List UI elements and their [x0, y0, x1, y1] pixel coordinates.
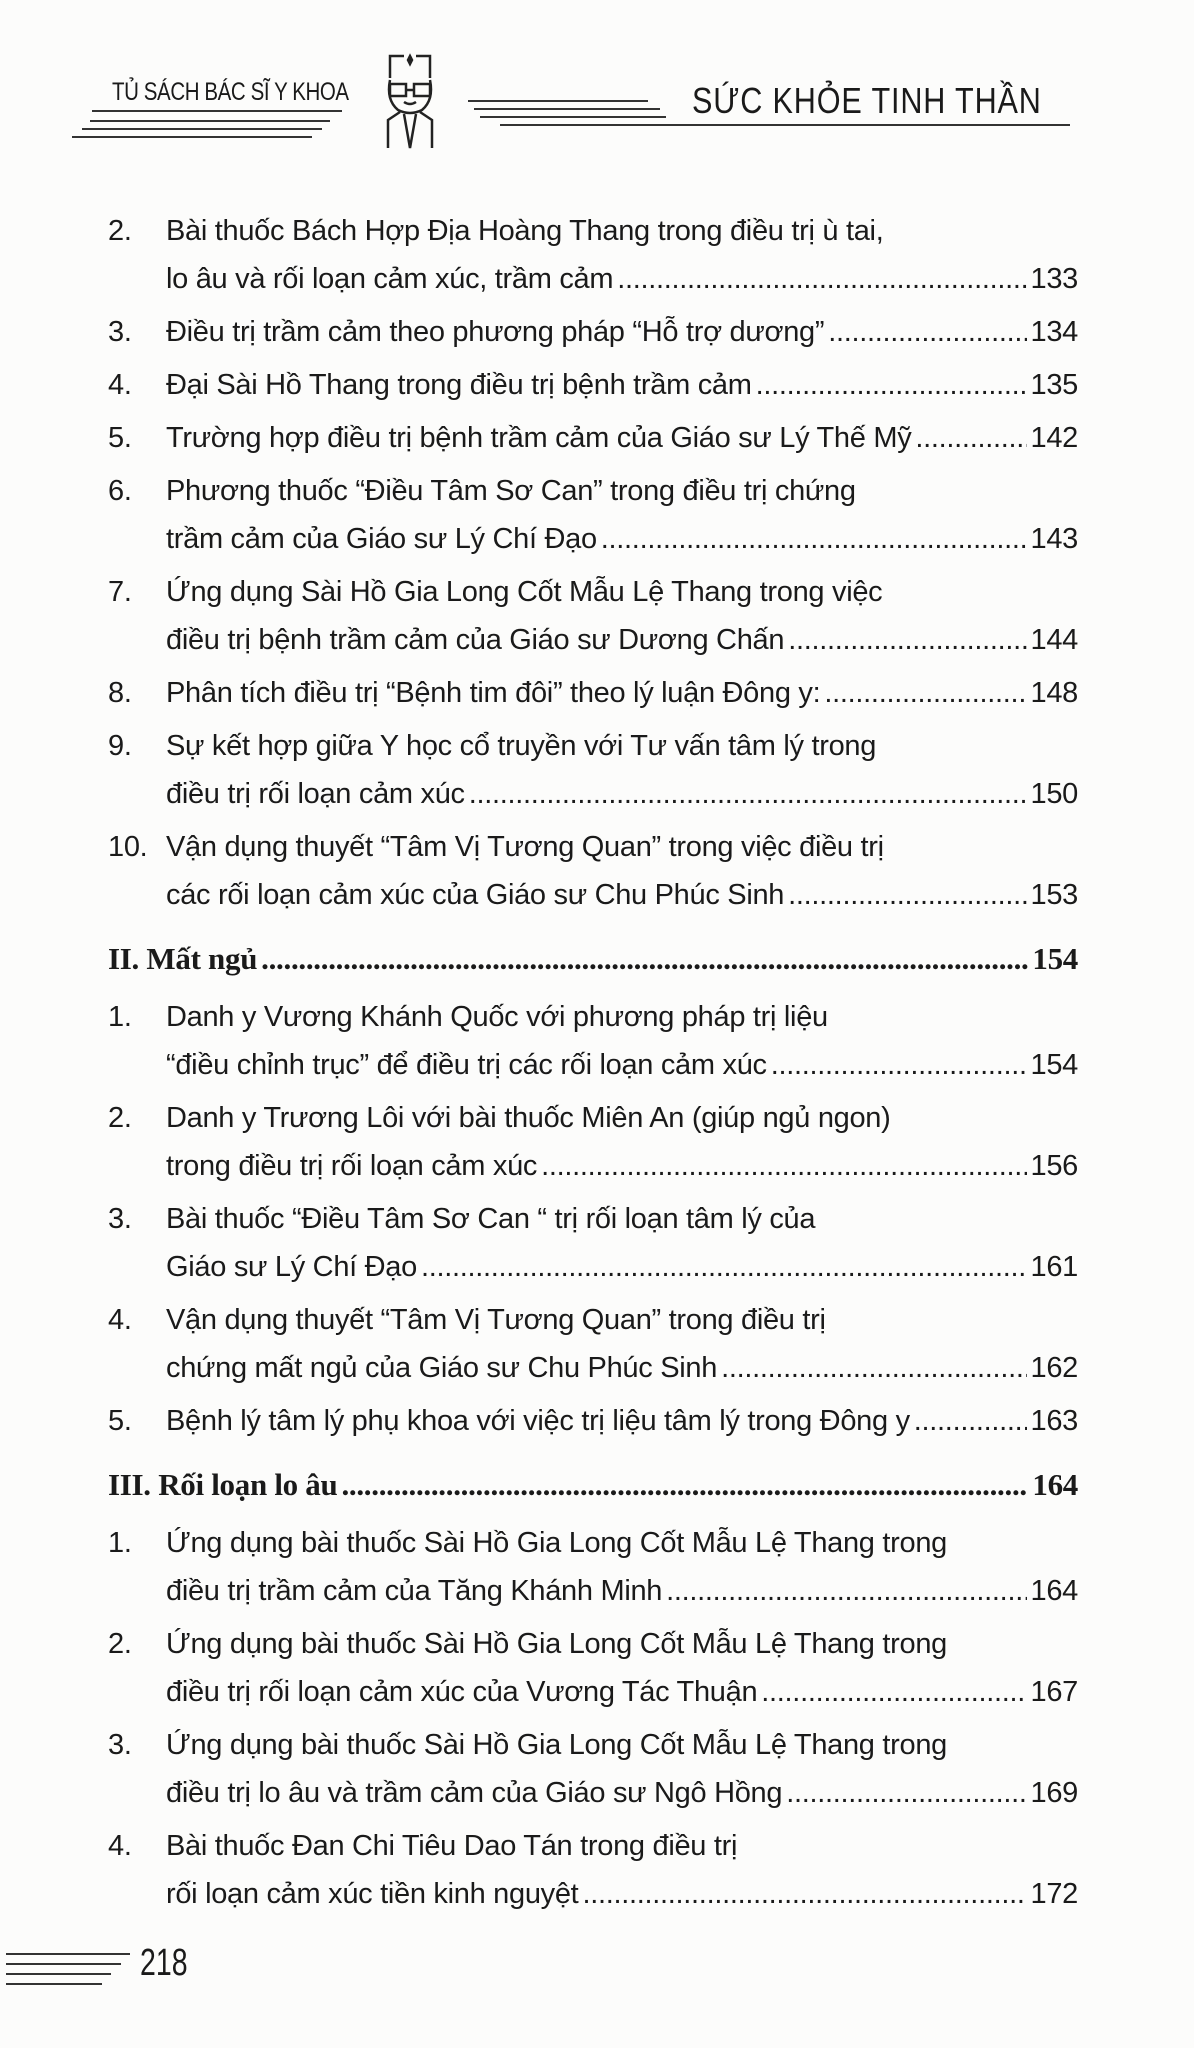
entry-text: điều trị lo âu và trầm cảm của Giáo sư Ngô Hồng	[166, 1777, 783, 1809]
toc-entry	[108, 1620, 1078, 1716]
entry-text: Sự kết hợp giữa Y học cổ truyền với Tư vấn tâm lý trong	[166, 730, 877, 762]
toc-line	[108, 255, 1078, 303]
page-ref: 144	[1030, 624, 1078, 656]
toc-entry	[108, 1195, 1078, 1291]
entry-number: 6.	[108, 475, 132, 507]
entry-number: 2.	[108, 1102, 132, 1134]
header-rule	[92, 110, 342, 112]
toc-line	[108, 1620, 1078, 1668]
dot-leader	[915, 414, 1026, 462]
entry-text: Bệnh lý tâm lý phụ khoa với việc trị liệu tâm lý trong Đông y	[166, 1405, 910, 1437]
entry-number: 4.	[108, 1304, 132, 1336]
page-ref: 150	[1030, 778, 1078, 810]
toc-line	[108, 1195, 1078, 1243]
entry-number: 2.	[108, 215, 132, 247]
toc-line	[108, 669, 1078, 717]
entry-number: 3.	[108, 1203, 132, 1235]
page-ref: 164	[1030, 1575, 1078, 1607]
toc-line	[108, 1822, 1078, 1870]
book-title: SỨC KHỎE TINH THẦN	[692, 80, 1042, 121]
toc-entry	[108, 308, 1078, 356]
page-ref: 167	[1030, 1676, 1078, 1708]
page-ref: 161	[1030, 1251, 1078, 1283]
table-of-contents	[108, 202, 1078, 1918]
entry-text: điều trị rối loạn cảm xúc của Vương Tác Thuận	[166, 1676, 758, 1708]
dot-leader	[914, 1397, 1027, 1445]
entry-text: Trường hợp điều trị bệnh trầm cảm của Giáo sư Lý Thế Mỹ	[166, 422, 912, 454]
entry-text: trầm cảm của Giáo sư Lý Chí Đạo	[166, 523, 597, 555]
footer-rule	[6, 1973, 111, 1975]
dot-leader	[582, 1870, 1026, 1918]
toc-section-heading	[108, 931, 1078, 987]
toc-line	[108, 616, 1078, 664]
entry-text: Bài thuốc Bách Hợp Địa Hoàng Thang trong điều trị ù tai,	[166, 215, 884, 247]
dot-leader	[341, 1457, 1028, 1513]
toc-line	[108, 1870, 1078, 1918]
header-rule	[480, 116, 666, 118]
toc-line	[108, 823, 1078, 871]
doctor-logo-icon	[378, 50, 442, 150]
entry-text: Đại Sài Hồ Thang trong điều trị bệnh trầm cảm	[166, 369, 752, 401]
footer-rule	[6, 1963, 121, 1965]
toc-line	[108, 871, 1078, 919]
entry-text: Bài thuốc Đan Chi Tiêu Dao Tán trong điều trị	[166, 1830, 738, 1862]
section-title: II. Mất ngủ	[108, 941, 258, 976]
dot-leader	[721, 1344, 1026, 1392]
entry-number: 8.	[108, 677, 132, 709]
entry-text: Ứng dụng bài thuốc Sài Hồ Gia Long Cốt Mẫu Lệ Thang trong	[166, 1628, 947, 1660]
entry-number: 1.	[108, 1527, 132, 1559]
toc-line	[108, 722, 1078, 770]
entry-text: điều trị trầm cảm của Tăng Khánh Minh	[166, 1575, 663, 1607]
toc-entry	[108, 993, 1078, 1089]
entry-number: 7.	[108, 576, 132, 608]
toc-line	[108, 993, 1078, 1041]
series-title: TỦ SÁCH BÁC SĨ Y KHOA	[112, 78, 349, 106]
entry-text: Bài thuốc “Điều Tâm Sơ Can “ trị rối loạn tâm lý của	[166, 1203, 816, 1235]
page-ref: 135	[1030, 369, 1078, 401]
toc-line	[108, 1721, 1078, 1769]
dot-leader	[469, 770, 1027, 818]
toc-entry	[108, 207, 1078, 303]
entry-text: chứng mất ngủ của Giáo sư Chu Phúc Sinh	[166, 1352, 718, 1384]
header-rule	[468, 100, 648, 102]
entry-number: 4.	[108, 1830, 132, 1862]
toc-line	[108, 1041, 1078, 1089]
toc-entry	[108, 1397, 1078, 1445]
toc-line	[108, 1094, 1078, 1142]
dot-leader	[788, 871, 1026, 919]
entry-text: “điều chỉnh trục” để điều trị các rối loạn cảm xúc	[166, 1049, 767, 1081]
entry-text: Điều trị trầm cảm theo phương pháp “Hỗ trợ dương”	[166, 316, 825, 348]
toc-line	[108, 1296, 1078, 1344]
dot-leader	[824, 669, 1026, 717]
dot-leader	[771, 1041, 1027, 1089]
entry-number: 3.	[108, 1729, 132, 1761]
entry-number: 5.	[108, 1405, 132, 1437]
toc-entry	[108, 361, 1078, 409]
entry-number: 5.	[108, 422, 132, 454]
entry-number: 1.	[108, 1001, 132, 1033]
entry-text: Ứng dụng bài thuốc Sài Hồ Gia Long Cốt Mẫu Lệ Thang trong	[166, 1527, 947, 1559]
header-rule	[90, 120, 330, 122]
entry-text: các rối loạn cảm xúc của Giáo sư Chu Phúc Sinh	[166, 879, 785, 911]
entry-text: Danh y Vương Khánh Quốc với phương pháp trị liệu	[166, 1001, 828, 1033]
dot-leader	[786, 1769, 1026, 1817]
header-rule	[72, 136, 312, 138]
dot-leader	[666, 1567, 1026, 1615]
page-ref: 148	[1030, 677, 1078, 709]
header-rule	[500, 124, 1070, 126]
toc-line	[108, 1519, 1078, 1567]
entry-text: Vận dụng thuyết “Tâm Vị Tương Quan” trong việc điều trị	[166, 831, 884, 863]
toc-line	[108, 1668, 1078, 1716]
entry-text: điều trị rối loạn cảm xúc	[166, 778, 465, 810]
toc-entry	[108, 1094, 1078, 1190]
toc-entry	[108, 568, 1078, 664]
page-ref: 163	[1030, 1405, 1078, 1437]
page-ref: 154	[1030, 1049, 1078, 1081]
dot-leader	[601, 515, 1027, 563]
header-rule	[82, 128, 322, 130]
page-ref: 133	[1030, 263, 1078, 295]
toc-section-heading	[108, 1457, 1078, 1513]
page-ref: 162	[1030, 1352, 1078, 1384]
entry-text: Ứng dụng Sài Hồ Gia Long Cốt Mẫu Lệ Thang trong việc	[166, 576, 883, 608]
entry-text: Giáo sư Lý Chí Đạo	[166, 1251, 417, 1283]
dot-leader	[541, 1142, 1026, 1190]
toc-entry	[108, 669, 1078, 717]
page-ref: 153	[1030, 879, 1078, 911]
page-ref: 172	[1030, 1878, 1078, 1910]
page-ref: 154	[1032, 941, 1078, 976]
toc-line	[108, 361, 1078, 409]
entry-text: Danh y Trương Lôi với bài thuốc Miên An (giúp ngủ ngon)	[166, 1102, 891, 1134]
entry-text: Phương thuốc “Điều Tâm Sơ Can” trong điều trị chứng	[166, 475, 856, 507]
entry-text: rối loạn cảm xúc tiền kinh nguyệt	[166, 1878, 579, 1910]
toc-line	[108, 1567, 1078, 1615]
entry-number: 10.	[108, 831, 148, 863]
toc-line	[108, 515, 1078, 563]
page-ref: 142	[1030, 422, 1078, 454]
dot-leader	[421, 1243, 1027, 1291]
toc-line	[108, 467, 1078, 515]
toc-line	[108, 414, 1078, 462]
dot-leader	[828, 308, 1026, 356]
toc-entry	[108, 414, 1078, 462]
toc-entry	[108, 1721, 1078, 1817]
dot-leader	[261, 931, 1028, 987]
page-number: 218	[140, 1942, 188, 1984]
entry-number: 9.	[108, 730, 132, 762]
entry-text: lo âu và rối loạn cảm xúc, trầm cảm	[166, 263, 614, 295]
toc-line	[108, 1457, 1078, 1513]
entry-number: 4.	[108, 369, 132, 401]
toc-line	[108, 1142, 1078, 1190]
toc-entry	[108, 467, 1078, 563]
dot-leader	[761, 1668, 1026, 1716]
entry-number: 2.	[108, 1628, 132, 1660]
toc-line	[108, 1397, 1078, 1445]
toc-entry	[108, 1519, 1078, 1615]
toc-line	[108, 770, 1078, 818]
toc-line	[108, 207, 1078, 255]
entry-text: Ứng dụng bài thuốc Sài Hồ Gia Long Cốt Mẫu Lệ Thang trong	[166, 1729, 947, 1761]
section-title: III. Rối loạn lo âu	[108, 1467, 338, 1502]
toc-line	[108, 1769, 1078, 1817]
dot-leader	[788, 616, 1026, 664]
page-ref: 164	[1032, 1467, 1078, 1502]
dot-leader	[756, 361, 1027, 409]
header-rule	[474, 108, 660, 110]
page-ref: 156	[1030, 1150, 1078, 1182]
toc-line	[108, 931, 1078, 987]
toc-line	[108, 1243, 1078, 1291]
toc-entry	[108, 722, 1078, 818]
page-ref: 169	[1030, 1777, 1078, 1809]
entry-text: Vận dụng thuyết “Tâm Vị Tương Quan” trong điều trị	[166, 1304, 826, 1336]
entry-number: 3.	[108, 316, 132, 348]
footer-rule	[6, 1983, 102, 1985]
toc-line	[108, 1344, 1078, 1392]
toc-line	[108, 308, 1078, 356]
entry-text: trong điều trị rối loạn cảm xúc	[166, 1150, 538, 1182]
toc-entry	[108, 1296, 1078, 1392]
page-ref: 143	[1030, 523, 1078, 555]
toc-line	[108, 568, 1078, 616]
page-ref: 134	[1030, 316, 1078, 348]
entry-text: Phân tích điều trị “Bệnh tim đôi” theo lý luận Đông y:	[166, 677, 821, 709]
toc-entry	[108, 823, 1078, 919]
dot-leader	[617, 255, 1026, 303]
toc-entry	[108, 1822, 1078, 1918]
footer-rule	[6, 1953, 130, 1955]
entry-text: điều trị bệnh trầm cảm của Giáo sư Dương Chấn	[166, 624, 785, 656]
